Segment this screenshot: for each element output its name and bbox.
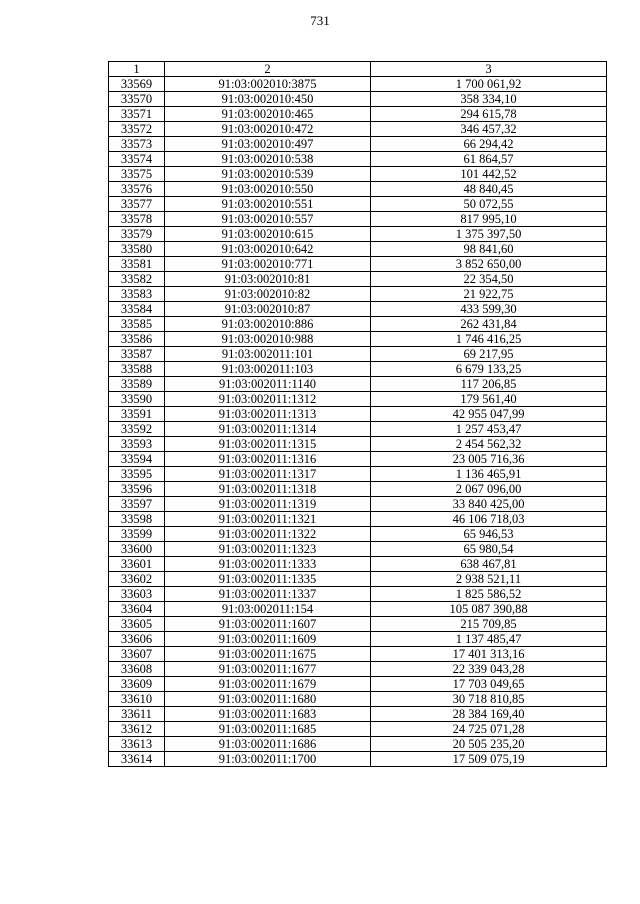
- table-row: [109, 632, 607, 647]
- table-row: [109, 407, 607, 422]
- table-body: [109, 77, 607, 767]
- table-row: [109, 527, 607, 542]
- row-number-cell: 33582: [109, 272, 165, 287]
- value-cell: 46 106 718,03: [371, 512, 607, 527]
- cadastral-number-cell: 91:03:002011:1686: [165, 737, 371, 752]
- row-number-cell: 33611: [109, 707, 165, 722]
- value-cell: 358 334,10: [371, 92, 607, 107]
- cadastral-number-cell: 91:03:002011:1700: [165, 752, 371, 767]
- value-cell: 61 864,57: [371, 152, 607, 167]
- table-row: [109, 647, 607, 662]
- value-cell: 817 995,10: [371, 212, 607, 227]
- table-row: [109, 617, 607, 632]
- cadastral-number-cell: 91:03:002010:82: [165, 287, 371, 302]
- cadastral-number-cell: 91:03:002011:1607: [165, 617, 371, 632]
- column-header-2: 2: [165, 62, 371, 77]
- header-row: [109, 62, 607, 77]
- row-number-cell: 33591: [109, 407, 165, 422]
- table-row: [109, 437, 607, 452]
- row-number-cell: 33569: [109, 77, 165, 92]
- cadastral-number-cell: 91:03:002010:81: [165, 272, 371, 287]
- row-number-cell: 33594: [109, 452, 165, 467]
- value-cell: 3 852 650,00: [371, 257, 607, 272]
- value-cell: 346 457,32: [371, 122, 607, 137]
- table-row: [109, 332, 607, 347]
- cadastral-number-cell: 91:03:002011:1312: [165, 392, 371, 407]
- table-row: [109, 677, 607, 692]
- table-row: [109, 182, 607, 197]
- cadastral-number-cell: 91:03:002011:1679: [165, 677, 371, 692]
- row-number-cell: 33603: [109, 587, 165, 602]
- row-number-cell: 33596: [109, 482, 165, 497]
- value-cell: 1 137 485,47: [371, 632, 607, 647]
- cadastral-number-cell: 91:03:002010:538: [165, 152, 371, 167]
- table-row: [109, 722, 607, 737]
- value-cell: 101 442,52: [371, 167, 607, 182]
- row-number-cell: 33574: [109, 152, 165, 167]
- table-row: [109, 107, 607, 122]
- value-cell: 1 746 416,25: [371, 332, 607, 347]
- cadastral-number-cell: 91:03:002010:472: [165, 122, 371, 137]
- cadastral-number-cell: 91:03:002010:771: [165, 257, 371, 272]
- row-number-cell: 33583: [109, 287, 165, 302]
- value-cell: 1 257 453,47: [371, 422, 607, 437]
- value-cell: 22 354,50: [371, 272, 607, 287]
- table-row: [109, 272, 607, 287]
- row-number-cell: 33576: [109, 182, 165, 197]
- cadastral-number-cell: 91:03:002011:1333: [165, 557, 371, 572]
- cadastral-number-cell: 91:03:002011:1318: [165, 482, 371, 497]
- cadastral-number-cell: 91:03:002011:1321: [165, 512, 371, 527]
- table-row: [109, 587, 607, 602]
- table-row: [109, 392, 607, 407]
- row-number-cell: 33585: [109, 317, 165, 332]
- cadastral-number-cell: 91:03:002011:1317: [165, 467, 371, 482]
- row-number-cell: 33598: [109, 512, 165, 527]
- table-row: [109, 707, 607, 722]
- value-cell: 17 703 049,65: [371, 677, 607, 692]
- cadastral-number-cell: 91:03:002011:103: [165, 362, 371, 377]
- table-row: [109, 467, 607, 482]
- row-number-cell: 33573: [109, 137, 165, 152]
- row-number-cell: 33601: [109, 557, 165, 572]
- table-row: [109, 377, 607, 392]
- value-cell: 2 067 096,00: [371, 482, 607, 497]
- value-cell: 2 454 562,32: [371, 437, 607, 452]
- row-number-cell: 33587: [109, 347, 165, 362]
- value-cell: 1 136 465,91: [371, 467, 607, 482]
- cadastral-number-cell: 91:03:002010:988: [165, 332, 371, 347]
- cadastral-number-cell: 91:03:002011:1319: [165, 497, 371, 512]
- table-row: [109, 602, 607, 617]
- row-number-cell: 33572: [109, 122, 165, 137]
- table-row: [109, 752, 607, 767]
- value-cell: 33 840 425,00: [371, 497, 607, 512]
- row-number-cell: 33604: [109, 602, 165, 617]
- cadastral-number-cell: 91:03:002010:886: [165, 317, 371, 332]
- table-row: [109, 512, 607, 527]
- cadastral-number-cell: 91:03:002011:101: [165, 347, 371, 362]
- value-cell: 294 615,78: [371, 107, 607, 122]
- value-cell: 2 938 521,11: [371, 572, 607, 587]
- row-number-cell: 33606: [109, 632, 165, 647]
- table-row: [109, 152, 607, 167]
- value-cell: 50 072,55: [371, 197, 607, 212]
- value-cell: 48 840,45: [371, 182, 607, 197]
- row-number-cell: 33602: [109, 572, 165, 587]
- row-number-cell: 33605: [109, 617, 165, 632]
- cadastral-number-cell: 91:03:002010:557: [165, 212, 371, 227]
- value-cell: 69 217,95: [371, 347, 607, 362]
- registry-table: [108, 61, 607, 767]
- cadastral-number-cell: 91:03:002011:1685: [165, 722, 371, 737]
- row-number-cell: 33613: [109, 737, 165, 752]
- table-row: [109, 482, 607, 497]
- row-number-cell: 33599: [109, 527, 165, 542]
- value-cell: 20 505 235,20: [371, 737, 607, 752]
- row-number-cell: 33584: [109, 302, 165, 317]
- table-row: [109, 542, 607, 557]
- table-row: [109, 287, 607, 302]
- cadastral-number-cell: 91:03:002010:450: [165, 92, 371, 107]
- value-cell: 66 294,42: [371, 137, 607, 152]
- row-number-cell: 33571: [109, 107, 165, 122]
- value-cell: 30 718 810,85: [371, 692, 607, 707]
- cadastral-number-cell: 91:03:002010:87: [165, 302, 371, 317]
- table-row: [109, 212, 607, 227]
- value-cell: 28 384 169,40: [371, 707, 607, 722]
- column-header-3: 3: [371, 62, 607, 77]
- value-cell: 65 980,54: [371, 542, 607, 557]
- value-cell: 98 841,60: [371, 242, 607, 257]
- value-cell: 1 375 397,50: [371, 227, 607, 242]
- value-cell: 638 467,81: [371, 557, 607, 572]
- cadastral-number-cell: 91:03:002011:154: [165, 602, 371, 617]
- table-row: [109, 557, 607, 572]
- table-header: [109, 62, 607, 77]
- table-row: [109, 92, 607, 107]
- value-cell: 22 339 043,28: [371, 662, 607, 677]
- value-cell: 65 946,53: [371, 527, 607, 542]
- value-cell: 42 955 047,99: [371, 407, 607, 422]
- cadastral-number-cell: 91:03:002011:1323: [165, 542, 371, 557]
- cadastral-number-cell: 91:03:002011:1313: [165, 407, 371, 422]
- row-number-cell: 33597: [109, 497, 165, 512]
- table-row: [109, 692, 607, 707]
- value-cell: 433 599,30: [371, 302, 607, 317]
- row-number-cell: 33580: [109, 242, 165, 257]
- cadastral-number-cell: 91:03:002011:1335: [165, 572, 371, 587]
- row-number-cell: 33614: [109, 752, 165, 767]
- value-cell: 1 825 586,52: [371, 587, 607, 602]
- cadastral-number-cell: 91:03:002011:1683: [165, 707, 371, 722]
- value-cell: 23 005 716,36: [371, 452, 607, 467]
- value-cell: 17 509 075,19: [371, 752, 607, 767]
- column-header-1: 1: [109, 62, 165, 77]
- table-row: [109, 257, 607, 272]
- cadastral-number-cell: 91:03:002011:1314: [165, 422, 371, 437]
- table-row: [109, 242, 607, 257]
- table-row: [109, 452, 607, 467]
- table-row: [109, 362, 607, 377]
- row-number-cell: 33607: [109, 647, 165, 662]
- row-number-cell: 33577: [109, 197, 165, 212]
- table-row: [109, 197, 607, 212]
- cadastral-number-cell: 91:03:002011:1609: [165, 632, 371, 647]
- table-row: [109, 422, 607, 437]
- cadastral-number-cell: 91:03:002011:1316: [165, 452, 371, 467]
- table-row: [109, 122, 607, 137]
- row-number-cell: 33609: [109, 677, 165, 692]
- table-row: [109, 227, 607, 242]
- cadastral-number-cell: 91:03:002010:615: [165, 227, 371, 242]
- cadastral-number-cell: 91:03:002011:1675: [165, 647, 371, 662]
- cadastral-number-cell: 91:03:002010:465: [165, 107, 371, 122]
- row-number-cell: 33612: [109, 722, 165, 737]
- cadastral-number-cell: 91:03:002011:1337: [165, 587, 371, 602]
- cadastral-number-cell: 91:03:002011:1322: [165, 527, 371, 542]
- cadastral-number-cell: 91:03:002010:551: [165, 197, 371, 212]
- value-cell: 1 700 061,92: [371, 77, 607, 92]
- table-row: [109, 497, 607, 512]
- row-number-cell: 33570: [109, 92, 165, 107]
- row-number-cell: 33579: [109, 227, 165, 242]
- row-number-cell: 33590: [109, 392, 165, 407]
- page-number: 731: [310, 13, 330, 28]
- row-number-cell: 33578: [109, 212, 165, 227]
- row-number-cell: 33586: [109, 332, 165, 347]
- cadastral-number-cell: 91:03:002010:642: [165, 242, 371, 257]
- row-number-cell: 33575: [109, 167, 165, 182]
- value-cell: 117 206,85: [371, 377, 607, 392]
- value-cell: 6 679 133,25: [371, 362, 607, 377]
- table-row: [109, 737, 607, 752]
- value-cell: 24 725 071,28: [371, 722, 607, 737]
- table-row: [109, 167, 607, 182]
- value-cell: 262 431,84: [371, 317, 607, 332]
- table-row: [109, 347, 607, 362]
- row-number-cell: 33589: [109, 377, 165, 392]
- table-row: [109, 662, 607, 677]
- cadastral-number-cell: 91:03:002011:1315: [165, 437, 371, 452]
- table-row: [109, 302, 607, 317]
- value-cell: 215 709,85: [371, 617, 607, 632]
- value-cell: 21 922,75: [371, 287, 607, 302]
- table-row: [109, 317, 607, 332]
- row-number-cell: 33595: [109, 467, 165, 482]
- cadastral-number-cell: 91:03:002010:497: [165, 137, 371, 152]
- row-number-cell: 33581: [109, 257, 165, 272]
- cadastral-number-cell: 91:03:002010:3875: [165, 77, 371, 92]
- cadastral-number-cell: 91:03:002010:539: [165, 167, 371, 182]
- row-number-cell: 33600: [109, 542, 165, 557]
- row-number-cell: 33610: [109, 692, 165, 707]
- cadastral-number-cell: 91:03:002010:550: [165, 182, 371, 197]
- row-number-cell: 33592: [109, 422, 165, 437]
- row-number-cell: 33593: [109, 437, 165, 452]
- cadastral-number-cell: 91:03:002011:1680: [165, 692, 371, 707]
- row-number-cell: 33588: [109, 362, 165, 377]
- value-cell: 105 087 390,88: [371, 602, 607, 617]
- cadastral-number-cell: 91:03:002011:1677: [165, 662, 371, 677]
- value-cell: 17 401 313,16: [371, 647, 607, 662]
- table-row: [109, 137, 607, 152]
- table-row: [109, 572, 607, 587]
- value-cell: 179 561,40: [371, 392, 607, 407]
- table-row: [109, 77, 607, 92]
- cadastral-number-cell: 91:03:002011:1140: [165, 377, 371, 392]
- row-number-cell: 33608: [109, 662, 165, 677]
